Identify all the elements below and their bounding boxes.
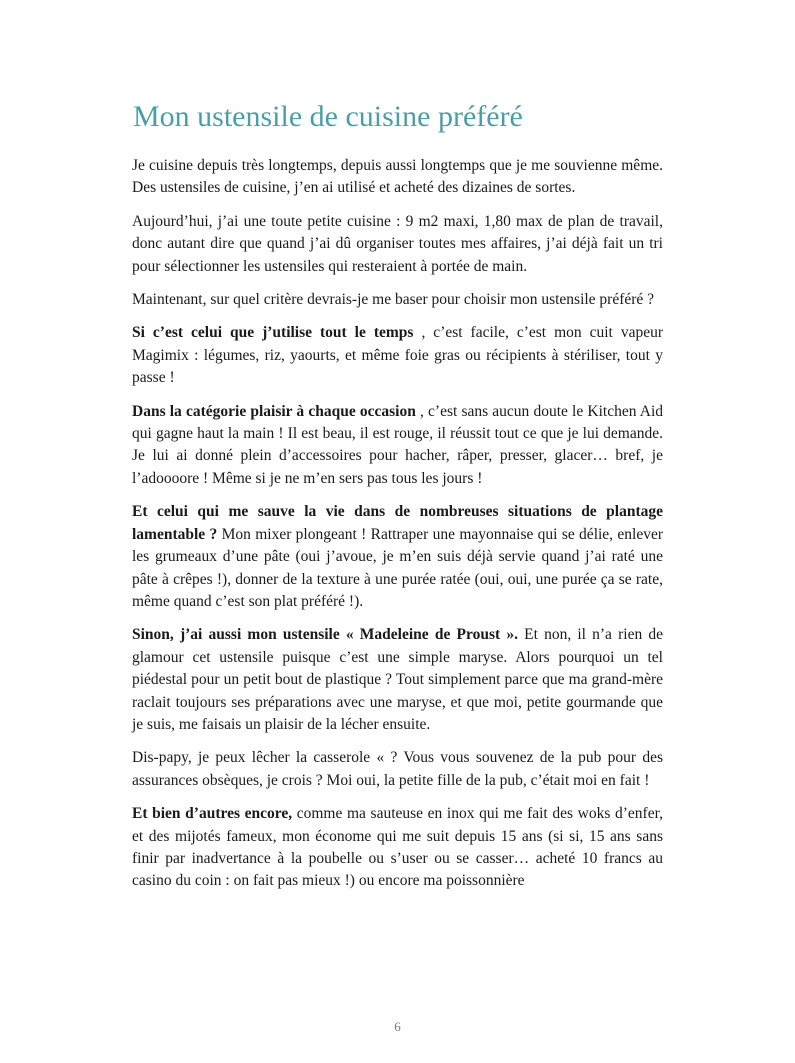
article-body — [132, 155, 663, 904]
paragraph-3 — [132, 289, 663, 311]
paragraph-4 — [132, 322, 663, 389]
paragraph-text: , c’est sans aucun doute le Kitchen Aid qui gagne haut la main ! Il est beau, il est rouge, il réussit tout ce que je lui demande. Je lui ai donné plein d’accessoires pour hacher, râper, presser, glacer… bref, je l’adoooore ! Même si je ne m’en sers pas tous les jours ! — [132, 402, 664, 487]
paragraph-text: Dis-papy, je peux lêcher la casserole « ? Vous vous souvenez de la pub pour des assurances obsèques, je crois ? Moi oui, la petite fille de la pub, c’était moi en fait ! — [132, 749, 663, 789]
paragraph-5 — [132, 401, 663, 491]
paragraph-lead-bold: Si c’est celui que j’utilise tout le temps — [132, 324, 414, 342]
paragraph-8 — [132, 747, 663, 792]
paragraph-lead-bold: Dans la catégorie plaisir à chaque occasion — [132, 402, 416, 420]
paragraph-9 — [132, 803, 663, 893]
paragraph-2 — [132, 211, 663, 278]
paragraph-text: Aujourd’hui, j’ai une toute petite cuisine : 9 m2 maxi, 1,80 max de plan de travail, donc autant dire que quand j’ai dû organiser toutes mes affaires, j’ai déjà fait un tri pour sélectionner les ustensiles qui resteraient à portée de main. — [132, 212, 663, 275]
paragraph-lead-bold: Sinon, j’ai aussi mon ustensile « Madeleine de Proust ». — [132, 626, 518, 644]
paragraph-text: , c’est facile, c’est mon cuit vapeur Magimix : légumes, riz, yaourts, et même foie gras ou récipients à stériliser, tout y passe ! — [132, 324, 664, 387]
paragraph-1 — [132, 155, 663, 200]
paragraph-lead-bold: Et bien d’autres encore, — [132, 805, 293, 823]
paragraph-text: Maintenant, sur quel critère devrais-je me baser pour choisir mon ustensile préféré ? — [132, 291, 655, 309]
paragraph-text: Et non, il n’a rien de glamour cet ustensile puisque c’est une simple maryse. Alors pourquoi un tel piédestal pour un petit bout de plastique ? Tout simplement parce que ma grand-mère raclait toujours ses préparations avec une maryse, et que moi, petite gourmande que je suis, me faisais un plaisir de la lécher ensuite. — [132, 626, 664, 733]
paragraph-7 — [132, 624, 663, 736]
paragraph-text: Mon mixer plongeant ! Rattraper une mayonnaise qui se délie, enlever les grumeaux d’une pâte (oui j’avoue, je m’en suis déjà servie quand j’ai raté une pâte à crêpes !), donner de la texture à une purée ratée (oui, oui, une purée ça se rate, même quand c’est son plat préféré !). — [132, 525, 663, 610]
paragraph-6 — [132, 501, 663, 613]
paragraph-text: comme ma sauteuse en inox qui me fait des woks d’enfer, et des mijotés fameux, mon économe qui me suit depuis 15 ans (si si, 15 ans sans finir par inadvertance à la poubelle ou s’user ou se casser… acheté 10 francs au casino du coin : on fait pas mieux !) ou encore ma poissonnière — [132, 805, 663, 890]
paragraph-lead-bold: Et celui qui me sauve la vie dans de nombreuses situations de plantage lamentable ? — [132, 503, 663, 543]
page-title: Mon ustensile de cuisine préféré — [133, 100, 523, 133]
paragraph-text: Je cuisine depuis très longtemps, depuis aussi longtemps que je me souvienne même. Des ustensiles de cuisine, j’en ai utilisé et acheté des dizaines de sortes. — [132, 157, 663, 197]
page-number: 6 — [394, 1019, 401, 1034]
